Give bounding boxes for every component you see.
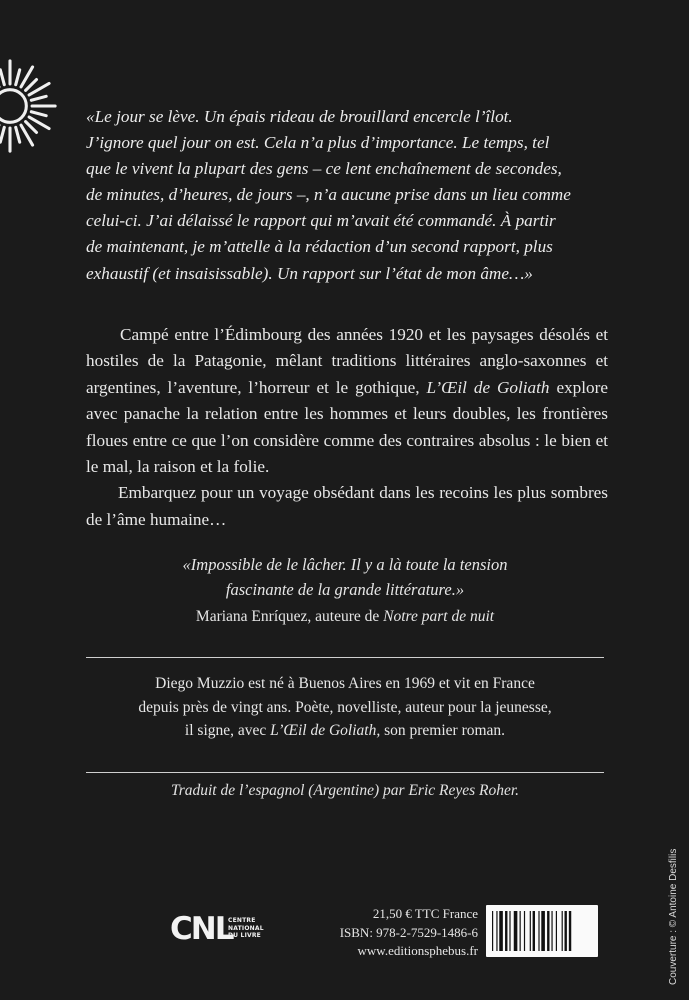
- barcode-bar: [556, 911, 557, 951]
- barcode-bar: [547, 911, 549, 951]
- quote-line: que le vivent la plupart des gens – ce lent enchaînement de secondes,: [86, 159, 562, 179]
- review-author-name: Mariana Enríquez, auteure de: [195, 608, 384, 625]
- sun-burst-icon: [0, 58, 58, 154]
- barcode-bar: [524, 911, 525, 951]
- barcode-bar: [492, 911, 493, 951]
- translator-credit: Traduit de l’espagnol (Argentine) par Eric Reyes Roher.: [170, 782, 520, 799]
- barcode-bar: [520, 911, 521, 951]
- sun-ray: [31, 96, 46, 100]
- quote-line: J’ignore quel jour on est. Cela n’a plus d’importance. Le temps, tel: [86, 133, 550, 153]
- barcode-bar: [505, 911, 507, 951]
- opening-quote: [86, 104, 606, 287]
- bio-line: [110, 719, 580, 743]
- barcode-bar: [565, 911, 567, 951]
- sun-ray: [26, 122, 37, 133]
- synopsis-paragraph: [86, 322, 608, 480]
- barcode-bar: [499, 911, 503, 951]
- quote-line: de minutes, d’heures, de jours –, n’a aucune prise dans un lieu comme: [86, 185, 571, 205]
- review-line: «Impossible de le lâcher. Il y a là toute la tension: [182, 555, 508, 574]
- author-bio: [110, 672, 580, 743]
- barcode-bar: [509, 911, 510, 951]
- review-line: fascinante de la grande littérature.»: [225, 580, 465, 599]
- sun-ray: [16, 127, 20, 142]
- barcode-bar: [541, 911, 545, 951]
- quote-line: exhaustif (et insaisissable). Un rapport sur l’état de mon âme…»: [86, 263, 533, 283]
- bio-text: il signe, avec: [184, 722, 271, 739]
- barcode-bar: [551, 911, 552, 951]
- cnl-logo-line: NATIONAL: [228, 924, 264, 932]
- sun-ray: [16, 70, 20, 85]
- synopsis-paragraph: Embarquez pour un voyage obsédant dans les recoins les plus sombres de l’âme humaine…: [86, 483, 608, 529]
- synopsis-text: Campé entre l’Édimbourg des années 1920 et les paysages désolés et hostiles de la Patagonie, mêlant traditions littéraires anglo-saxonnes et argentines, l’aventure, l’horreur et le gothique,: [86, 325, 608, 397]
- quote-line: celui-ci. J’ai délaissé le rapport qui m’avait été commandé. À partir: [86, 211, 556, 231]
- sun-ray: [0, 127, 4, 142]
- review-author-book: Notre part de nuit: [383, 608, 495, 625]
- book-title: L’Œil de Goliath,: [270, 722, 381, 739]
- bio-line: Diego Muzzio est né à Buenos Aires en 1969 et vit en France: [155, 675, 535, 692]
- synopsis-text: explore avec panache la relation entre les hommes et leurs doubles, les frontières floues entre ce que l’on considère comme des contraires absolus : le bien et le mal, la raison et la folie.: [86, 377, 608, 477]
- barcode-bar: [538, 911, 539, 951]
- synopsis: [86, 322, 608, 533]
- cover-credit: Couverture : © Antoine Desfilis: [668, 848, 679, 985]
- divider: [86, 772, 604, 773]
- review-quote: [120, 552, 570, 602]
- barcode-bar: [530, 911, 531, 951]
- isbn: ISBN: 978-2-7529-1486-6: [339, 924, 478, 940]
- cnl-logo-mark: CNL: [170, 911, 233, 947]
- sun-ray: [0, 70, 4, 85]
- quote-line: de maintenant, je m’attelle à la rédaction d’un second rapport, plus: [86, 237, 553, 257]
- cnl-logo: [170, 905, 310, 955]
- barcode-bar: [496, 911, 497, 951]
- barcode-bar: [533, 911, 535, 951]
- cnl-logo-line: DU LIVRE: [228, 932, 261, 939]
- book-title: L’Œil de Goliath: [426, 377, 550, 397]
- barcode-bar: [514, 911, 518, 951]
- press-review: [120, 552, 570, 629]
- sun-ray: [26, 80, 37, 91]
- cnl-logo-subtitle: [228, 917, 288, 940]
- barcode-icon: [486, 905, 598, 957]
- sun-ray: [31, 112, 46, 116]
- review-author: [120, 604, 570, 629]
- barcode-bar: [569, 911, 571, 951]
- publishing-info: [298, 905, 478, 961]
- bio-text: son premier roman.: [380, 722, 506, 739]
- barcode-graphic: [486, 905, 598, 957]
- divider: [86, 657, 604, 658]
- cnl-logo-line: CENTRE: [228, 917, 256, 924]
- price: 21,50 € TTC France: [372, 906, 478, 921]
- website-link[interactable]: www.editionsphebus.fr: [357, 943, 478, 958]
- quote-line: «Le jour se lève. Un épais rideau de brouillard encercle l’îlot.: [86, 107, 513, 126]
- bio-line: depuis près de vingt ans. Poète, novelliste, auteur pour la jeunesse,: [138, 698, 552, 716]
- barcode-bar: [562, 911, 563, 951]
